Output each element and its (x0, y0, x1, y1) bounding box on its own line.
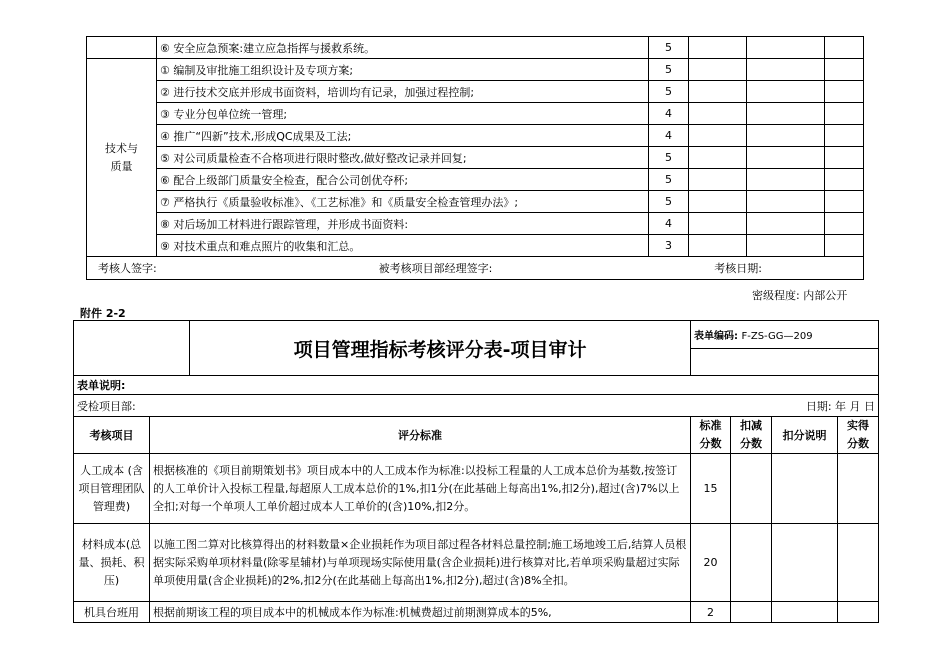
criteria-text: ⑧ 对后场加工材料进行跟踪管理，并形成书面资料: (157, 213, 649, 235)
table-row (87, 169, 864, 191)
table-row (87, 235, 864, 257)
row-item: 人工成本 (含项目管理团队管理费) (74, 454, 150, 524)
header-deduction: 扣减 分数 (731, 417, 772, 454)
table-row (87, 59, 864, 81)
assessment-date-label: 考核日期: (714, 262, 762, 275)
deduction-cell[interactable] (689, 169, 747, 191)
manager-signature-label: 被考核项目部经理签字: (378, 262, 493, 275)
form-code-label: 表单编码: (694, 331, 739, 342)
deduction-cell[interactable] (689, 103, 747, 125)
header-actual-score: 实得 分数 (838, 417, 879, 454)
table-row (87, 191, 864, 213)
standard-score: 5 (649, 59, 689, 81)
actual-cell[interactable] (825, 103, 864, 125)
category-cell-prev (87, 37, 157, 59)
deduction-cell[interactable] (689, 147, 747, 169)
criteria-text: ⑦ 严格执行《质量验收标准》、《工艺标准》和《质量安全检查管理办法》; (157, 191, 649, 213)
form-code-value: F-ZS-GG—209 (741, 331, 813, 342)
criteria-text: ④ 推广“四新”技术,形成QC成果及工法; (157, 125, 649, 147)
standard-score: 3 (649, 235, 689, 257)
header-criteria: 评分标准 (150, 417, 691, 454)
criteria-text: ⑥ 安全应急预案:建立应急指挥与援救系统。 (157, 37, 649, 59)
note-cell[interactable] (747, 59, 825, 81)
table-row (74, 454, 879, 524)
form-code (691, 321, 879, 349)
note-cell[interactable] (747, 169, 825, 191)
table-row (87, 37, 864, 59)
note-cell[interactable] (747, 103, 825, 125)
row-note-cell[interactable] (772, 524, 838, 602)
row-score: 2 (691, 602, 731, 623)
row-criteria: 以施工图二算对比核算得出的材料数量×企业损耗作为项目部过程各材料总量控制;施工场地竣工后,结算人员根据实际采购单项材料量(除零星辅材)与单项现场实际使用量(含企业损耗)进行核算对比,若单项采购量超过实际单项使用量(含企业损耗)的2%,扣2分(在此基础上每高出1%,扣2分),超过(含)8%全扣。 (150, 524, 691, 602)
row-note-cell[interactable] (772, 602, 838, 623)
row-item: 机具台班用 (74, 602, 150, 623)
note-cell[interactable] (747, 191, 825, 213)
category-label: 技术与 质量 (87, 59, 157, 257)
row-score: 15 (691, 454, 731, 524)
actual-cell[interactable] (825, 213, 864, 235)
standard-score: 4 (649, 125, 689, 147)
row-criteria: 根据核准的《项目前期策划书》项目成本中的人工成本作为标准:以投标工程量的人工成本总价为基数,按签订的人工单价计入投标工程量,每超原人工成本总价的1%,扣1分(在此基础上每高出1%,扣2分),超过(含)7%以上全扣;对每一个单项人工单价超过成本人工单价的(含)10%,扣2分。 (150, 454, 691, 524)
actual-cell[interactable] (825, 125, 864, 147)
standard-score: 5 (649, 147, 689, 169)
criteria-text: ① 编制及审批施工组织设计及专项方案; (157, 59, 649, 81)
form-description-label: 表单说明: (74, 376, 879, 395)
attachment-label: 附件 2-2 (80, 307, 126, 320)
deduction-cell[interactable] (689, 59, 747, 81)
project-date-row (74, 395, 879, 417)
standard-score: 5 (649, 169, 689, 191)
row-score: 20 (691, 524, 731, 602)
row-actual-cell[interactable] (838, 602, 879, 623)
deduction-cell[interactable] (689, 37, 747, 59)
criteria-text: ⑥ 配合上级部门质量安全检查，配合公司创优夺杯; (157, 169, 649, 191)
form-logo-cell (74, 321, 190, 376)
actual-cell[interactable] (825, 235, 864, 257)
actual-cell[interactable] (825, 81, 864, 103)
confidentiality-label: 密级程度: 内部公开 (752, 289, 848, 302)
note-cell[interactable] (747, 81, 825, 103)
deduction-cell[interactable] (689, 235, 747, 257)
signature-row (87, 257, 864, 280)
note-cell[interactable] (747, 235, 825, 257)
header-item: 考核项目 (74, 417, 150, 454)
audit-scoring-form (73, 320, 879, 623)
date-label: 日期: 年 月 日 (805, 399, 876, 413)
actual-cell[interactable] (825, 147, 864, 169)
note-cell[interactable] (747, 147, 825, 169)
row-deduction-cell[interactable] (731, 524, 772, 602)
deduction-cell[interactable] (689, 125, 747, 147)
assessment-table-top (86, 36, 864, 280)
actual-cell[interactable] (825, 169, 864, 191)
note-cell[interactable] (747, 125, 825, 147)
form-title: 项目管理指标考核评分表-项目审计 (190, 321, 691, 376)
actual-cell[interactable] (825, 191, 864, 213)
header-deduction-note: 扣分说明 (772, 417, 838, 454)
row-deduction-cell[interactable] (731, 602, 772, 623)
criteria-text: ⑤ 对公司质量检查不合格项进行限时整改,做好整改记录并回复; (157, 147, 649, 169)
deduction-cell[interactable] (689, 191, 747, 213)
note-cell[interactable] (747, 37, 825, 59)
signature-cell (87, 257, 864, 280)
header-standard-score: 标准 分数 (691, 417, 731, 454)
criteria-text: ② 进行技术交底并形成书面资料，培训均有记录，加强过程控制; (157, 81, 649, 103)
criteria-text: ③ 专业分包单位统一管理; (157, 103, 649, 125)
form-code-blank (691, 349, 879, 376)
row-actual-cell[interactable] (838, 524, 879, 602)
standard-score: 5 (649, 37, 689, 59)
row-note-cell[interactable] (772, 454, 838, 524)
auditor-signature-label: 考核人签字: (98, 262, 157, 275)
standard-score: 4 (649, 103, 689, 125)
standard-score: 5 (649, 191, 689, 213)
table-row (87, 103, 864, 125)
actual-cell[interactable] (825, 59, 864, 81)
table-row (74, 524, 879, 602)
table-row (87, 125, 864, 147)
deduction-cell[interactable] (689, 213, 747, 235)
header-row (74, 417, 879, 454)
standard-score: 4 (649, 213, 689, 235)
note-cell[interactable] (747, 213, 825, 235)
table-row (87, 81, 864, 103)
row-item: 材料成本(总量、损耗、积压) (74, 524, 150, 602)
inspected-project-label: 受检项目部: (77, 399, 136, 413)
row-actual-cell[interactable] (838, 454, 879, 524)
row-criteria: 根据前期该工程的项目成本中的机械成本作为标准:机械费超过前期测算成本的5%, (150, 602, 691, 623)
actual-cell[interactable] (825, 37, 864, 59)
table-row (87, 147, 864, 169)
criteria-text: ⑨ 对技术重点和难点照片的收集和汇总。 (157, 235, 649, 257)
table-row (74, 602, 879, 623)
deduction-cell[interactable] (689, 81, 747, 103)
row-deduction-cell[interactable] (731, 454, 772, 524)
table-row (87, 213, 864, 235)
standard-score: 5 (649, 81, 689, 103)
